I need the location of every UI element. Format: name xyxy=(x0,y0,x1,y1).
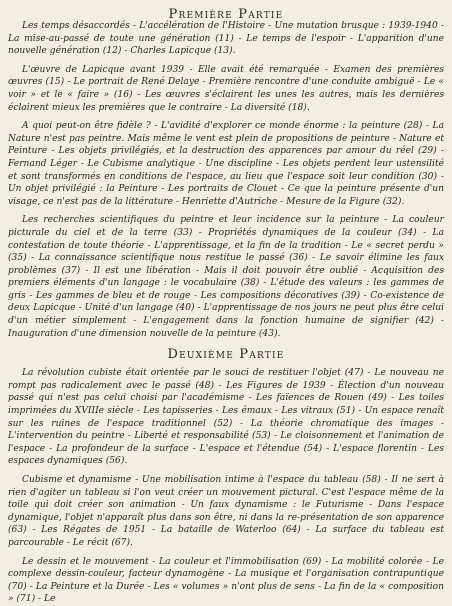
part-one-heading: Première Partie xyxy=(168,7,284,22)
part-one-paragraph-4: Les recherches scientifiques du peintre et leur incidence sur la peinture - La couleur picturale du ciel et de la terre (33) - Propriétés dynamiques de la couleur (34) - La contestation de toute théorie - L'apprentissage, et la fin de la tradition - Le « secret perdu » (35) - La connaissance scientifique nous restitue le passé (36) - Le savoir élimine les faux problèmes (37) - Il est une libération - Mais il doit pouvoir être oublié - Acquisition des premiers éléments d'un langage : le vocabulaire (38) - L'étude des valeurs : les gammes de gris - Les gammes de bleu et de rouge - Les compositions décoratives (39) - Co-existence de deux Lapicque - Unité d'un langage (40) - L'apprentissage de nos jours ne peut plus être celui d'un métier simplement - L'engagement dans la fonction humaine de signifier (42) - Inauguration d'une dimension nouvelle de la peinture (43). xyxy=(8,215,444,339)
part-one-paragraph-2: L'œuvre de Lapicque avant 1939 - Elle avait été remarquée - Examen des premières œuvres (15) - Le portrait de René Delaye - Première rencontre d'une conduite ambiguë - Le « voir » et le « faire » (16) - Les œuvres s'éclairent les unes les autres, mais les dernières éclairent mieux les premières que le contraire - La diversité (18). xyxy=(8,64,444,113)
part-one-paragraph-3: A quoi peut-on être fidèle ? - L'avidité d'explorer ce monde énorme : la peinture (28) - La Nature n'est pas peintre. Mais même le vent est plein de propositions de peinture - Nature et Peinture - Les objets privilégiés, et la destruction des apparences par amour du réel (29) - Fernand Léger - Le Cubisme analytique - Une discipline - Les objets perdent leur ustensilité et sont transformés en conditions de l'espace, au lieu que l'espace soit leur condition (30) - Un objet privilégié : la Peinture - Les portraits de Clouet - Ce que la peinture présente d'un visage, ce n'est pas de la littérature - Henriette d'Autriche - Mesure de la Figure (32). xyxy=(8,121,444,207)
part-two-paragraph-1: La révolution cubiste était orientée par le souci de restituer l'objet (47) - Le nouveau ne rompt pas radicalement avec le passé (48) - Les Figures de 1939 - Élection d'un nouveau passé qui n'est pas celui choisi par l'académisme - Les faïences de Rouen (49) - Les toiles imprimées du XVIIIe siècle - Les tapisseries - Les émaux - Les vitraux (51) - Un espace renaît sur les ruines de l'espace traditionnel (52) - La théorie chromatique des images - L'intervention du peintre - Liberté et responsabilité (53) - Le cloisonnement et l'animation de l'espace - La profondeur de la surface - L'espace et l'étendue (54) - L'espace florentin - Les espaces dynamiques (56). xyxy=(8,368,444,467)
part-two-paragraph-2: Cubisme et dynamisme - Une mobilisation intime à l'espace du tableau (58) - Il ne sert à rien d'agiter un tableau si l'on veut créer un mouvement pictural. C'est l'espace même de la toile qui doit créer son animation - Un faux dynamisme : le Futurisme - Dans l'espace dynamique, l'objet n'apparaît plus dans son être, ni dans la re-présentation de son apparence (63) - Les Régates de 1951 - La bataille de Waterloo (64) - La surface du tableau est parcourable - Le récit (67). xyxy=(8,475,444,548)
part-two-paragraph-3: Le dessin et le mouvement - La couleur et l'immobilisation (69) - La mobilité colorée - Le complexe dessin-couleur, facteur dynamogène - La musique et l'organisation contrapuntique (70) - La Peinture et la Durée - Les « volumes » n'ont plus de sens - La fin de la « composition » (71) - Le xyxy=(8,556,444,605)
part-two-heading: Deuxième Partie xyxy=(167,347,285,363)
part-one-paragraph-1: Les temps désaccordés - L'accélération de l'Histoire - Une mutation brusque : 1939-1940 - La mise-au-passé de toute une génération (11) - Le temps de l'espoir - L'apparition d'une nouvelle génération (12) - Charles Lapicque (13). xyxy=(8,21,444,57)
